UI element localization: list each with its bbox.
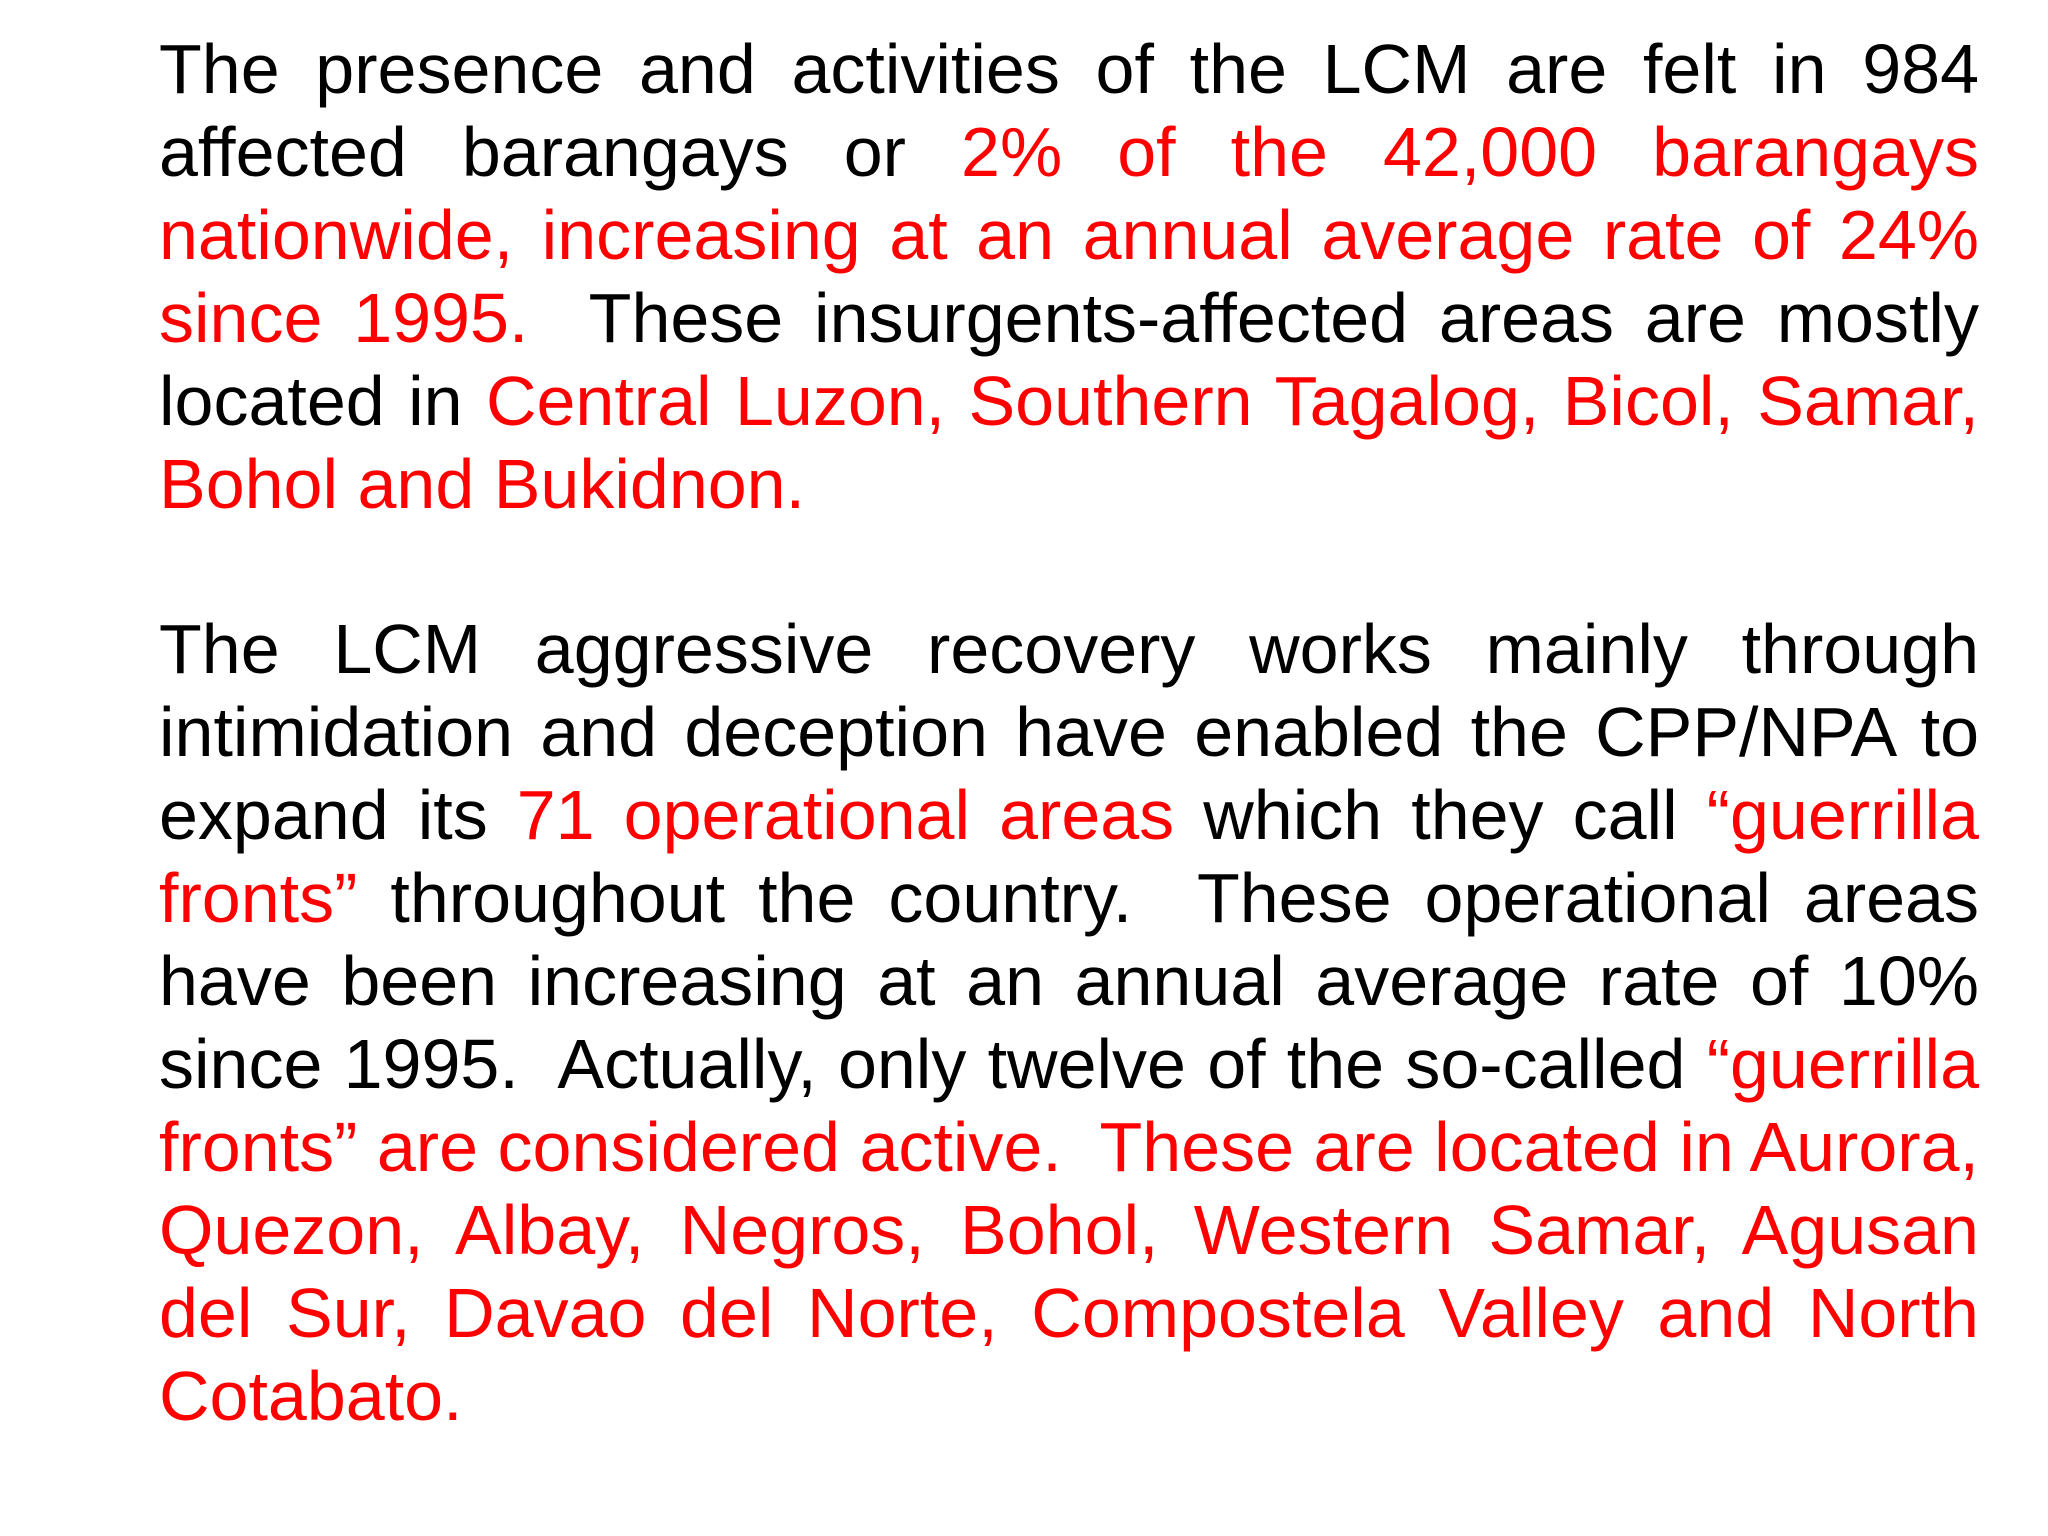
text-segment: These insurgents-affected areas are mostly located in	[159, 279, 1999, 440]
text-segment: throughout the country. These operational areas have been increasing at an annual average rate of 10% since 1995. Actually, only twelve of the so-called	[159, 859, 1999, 1103]
text-segment: which they call	[1174, 776, 1707, 854]
paragraph-barangays	[159, 28, 1999, 526]
text-segment: The LCM aggressive recovery works mainly through intimidation and deception have enabled the CPP/NPA to expand its	[159, 610, 1979, 854]
highlighted-text-segment: “guerrilla fronts”	[159, 776, 1979, 937]
highlighted-text-segment: 71 operational areas	[516, 776, 1175, 854]
highlighted-text-segment: 2% of the 42,000 barangays nationwide, increasing at an annual average rate of 24% since 1995.	[159, 113, 1979, 357]
highlighted-text-segment: Central Luzon, Southern Tagalog, Bicol, Samar, Bohol and Bukidnon.	[159, 362, 1979, 523]
paragraph-guerrilla-fronts	[159, 608, 1999, 1438]
highlighted-text-segment: “guerrilla fronts” are considered active. These are located in Aurora, Quezon, Albay, Negros, Bohol, Western Samar, Agusan del Sur, Davao del Norte, Compostela Valley and North Cotabato.	[159, 1025, 1999, 1435]
text-segment: The presence and activities of the LCM are felt in 984 affected barangays or	[159, 30, 1979, 191]
